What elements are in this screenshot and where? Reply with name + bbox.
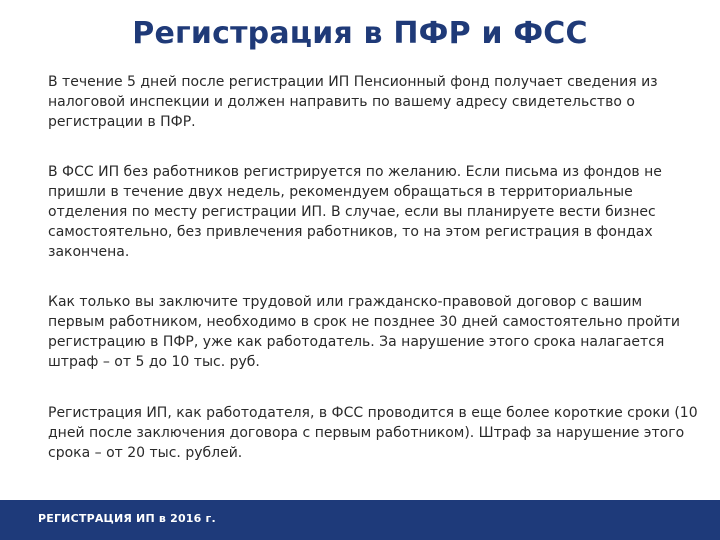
paragraph-fss-registration: В ФСС ИП без работников регистрируется по желанию. Если письма из фондов не пришли в течение двух недель, рекомендуем обращаться в территориальные отделения по месту регистрации ИП. В случае, если вы планируете вести бизнес самостоятельно, без привлечения работников, то на этом регистрация в фондах закончена. xyxy=(48,164,662,260)
paragraph-fss-employer: Регистрация ИП, как работодателя, в ФСС проводится в еще более короткие сроки (10 дней после заключения договора с первым работником). Штраф за нарушение этого срока – от 20 тыс. рублей. xyxy=(48,405,698,461)
footer-label: РЕГИСТРАЦИЯ ИП в 2016 г. xyxy=(38,512,216,525)
footer-bar xyxy=(0,500,720,540)
slide-title: Регистрация в ПФР и ФСС xyxy=(132,16,588,51)
slide-content xyxy=(48,72,700,463)
paragraph-first-employee: Как только вы заключите трудовой или гражданско-правовой договор с вашим первым работником, необходимо в срок не позднее 30 дней самостоятельно пройти регистрацию в ПФР, уже как работодатель. За нарушение этого срока налагается штраф – от 5 до 10 тыс. руб. xyxy=(48,294,680,370)
paragraph-pfr-registration: В течение 5 дней после регистрации ИП Пенсионный фонд получает сведения из налоговой инспекции и должен направить по вашему адресу свидетельство о регистрации в ПФР. xyxy=(48,74,658,130)
